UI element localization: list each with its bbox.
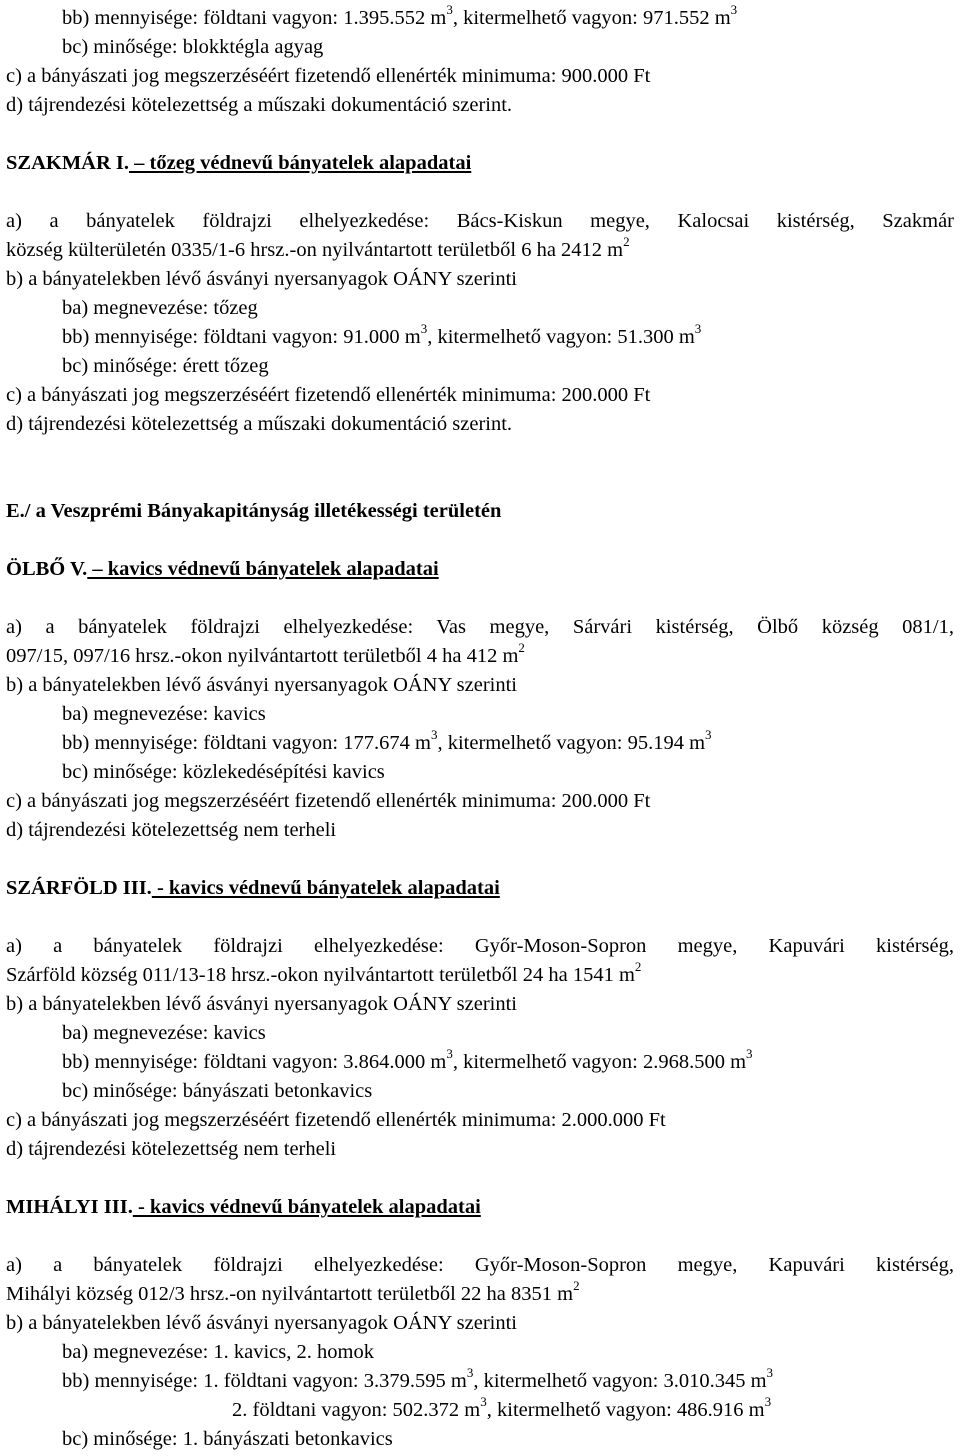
section-title: E./ a Veszprémi Bányakapitányság illetékességi területén — [6, 500, 502, 522]
text-line: bc) minősége: blokktégla agyag — [62, 36, 324, 58]
text-line: c) a bányászati jog megszerzéséért fizetendő ellenérték minimuma: 200.000 Ft — [6, 384, 651, 406]
text-line: b) a bányatelekben lévő ásványi nyersanyagok OÁNY szerinti — [6, 1312, 517, 1334]
section-heading: ÖLBŐ V. – kavics védnevű bányatelek alapadatai — [6, 558, 439, 580]
text-line: Mihályi község 012/3 hrsz.-on nyilvántartott területből 22 ha 8351 $m^2$ — [6, 1278, 580, 1305]
text-line: bc) minősége: bányászati betonkavics — [62, 1080, 373, 1102]
text-line: bb) mennyisége: 1. földtani vagyon: 3.379.595 $m^3$, kitermelhető vagyon: 3.010.345 $m^3$ — [62, 1365, 774, 1392]
text-line: község külterületén 0335/1-6 hrsz.-on nyilvántartott területből 6 ha 2412 $m^2$ — [6, 234, 630, 261]
text-line: ba) megnevezése: 1. kavics, 2. homok — [62, 1341, 374, 1363]
text-line: 097/15, 097/16 hrsz.-okon nyilvántartott területből 4 ha 412 $m^2$ — [6, 640, 525, 667]
section-heading: SZÁRFÖLD III. - kavics védnevű bányatelek alapadatai — [6, 877, 500, 899]
text-line: c) a bányászati jog megszerzéséért fizetendő ellenérték minimuma: 900.000 Ft — [6, 65, 651, 87]
text-line: ba) megnevezése: tőzeg — [62, 297, 258, 319]
text-line: c) a bányászati jog megszerzéséért fizetendő ellenérték minimuma: 2.000.000 Ft — [6, 1109, 666, 1131]
text-line: a) a bányatelek földrajzi elhelyezkedése: Győr-Moson-Sopron megye, Kapuvári kistérség, — [6, 935, 954, 957]
text-line: c) a bányászati jog megszerzéséért fizetendő ellenérték minimuma: 200.000 Ft — [6, 790, 651, 812]
text-line: Szárföld község 011/13-18 hrsz.-okon nyilvántartott területből 24 ha 1541 $m^2$ — [6, 959, 642, 986]
text-line: bc) minősége: közlekedésépítési kavics — [62, 761, 385, 783]
text-line: d) tájrendezési kötelezettség nem terheli — [6, 819, 337, 841]
text-line: bb) mennyisége: földtani vagyon: 1.395.552 $m^3$, kitermelhető vagyon: 971.552 $m^3$ — [62, 2, 738, 29]
text-line: bb) mennyisége: földtani vagyon: 177.674 $m^3$, kitermelhető vagyon: 95.194 $m^3$ — [62, 727, 712, 754]
text-line: d) tájrendezési kötelezettség nem terheli — [6, 1138, 337, 1160]
text-line: d) tájrendezési kötelezettség a műszaki dokumentáció szerint. — [6, 413, 513, 435]
text-line: b) a bányatelekben lévő ásványi nyersanyagok OÁNY szerinti — [6, 993, 517, 1015]
text-line: a) a bányatelek földrajzi elhelyezkedése: Vas megye, Sárvári kistérség, Ölbő község 081/1, — [6, 616, 954, 638]
text-line: a) a bányatelek földrajzi elhelyezkedése: Bács-Kiskun megye, Kalocsai kistérség, Szakmár — [6, 210, 954, 232]
text-line: bb) mennyisége: földtani vagyon: 3.864.000 $m^3$, kitermelhető vagyon: 2.968.500 $m^3$ — [62, 1046, 753, 1073]
text-line: 2. földtani vagyon: 502.372 $m^3$, kitermelhető vagyon: 486.916 $m^3$ — [232, 1394, 772, 1421]
text-line: bb) mennyisége: földtani vagyon: 91.000 $m^3$, kitermelhető vagyon: 51.300 $m^3$ — [62, 321, 702, 348]
text-line: d) tájrendezési kötelezettség a műszaki dokumentáció szerint. — [6, 94, 513, 116]
text-line: a) a bányatelek földrajzi elhelyezkedése: Győr-Moson-Sopron megye, Kapuvári kistérség, — [6, 1254, 954, 1276]
section-heading: SZAKMÁR I. – tőzeg védnevű bányatelek alapadatai — [6, 152, 472, 174]
text-line: ba) megnevezése: kavics — [62, 1022, 266, 1044]
text-line: b) a bányatelekben lévő ásványi nyersanyagok OÁNY szerinti — [6, 268, 517, 290]
text-line: bc) minősége: érett tőzeg — [62, 355, 269, 377]
section-heading: MIHÁLYI III. - kavics védnevű bányatelek alapadatai — [6, 1196, 481, 1218]
text-line: ba) megnevezése: kavics — [62, 703, 266, 725]
text-line: bc) minősége: 1. bányászati betonkavics — [62, 1428, 393, 1450]
text-line: b) a bányatelekben lévő ásványi nyersanyagok OÁNY szerinti — [6, 674, 517, 696]
